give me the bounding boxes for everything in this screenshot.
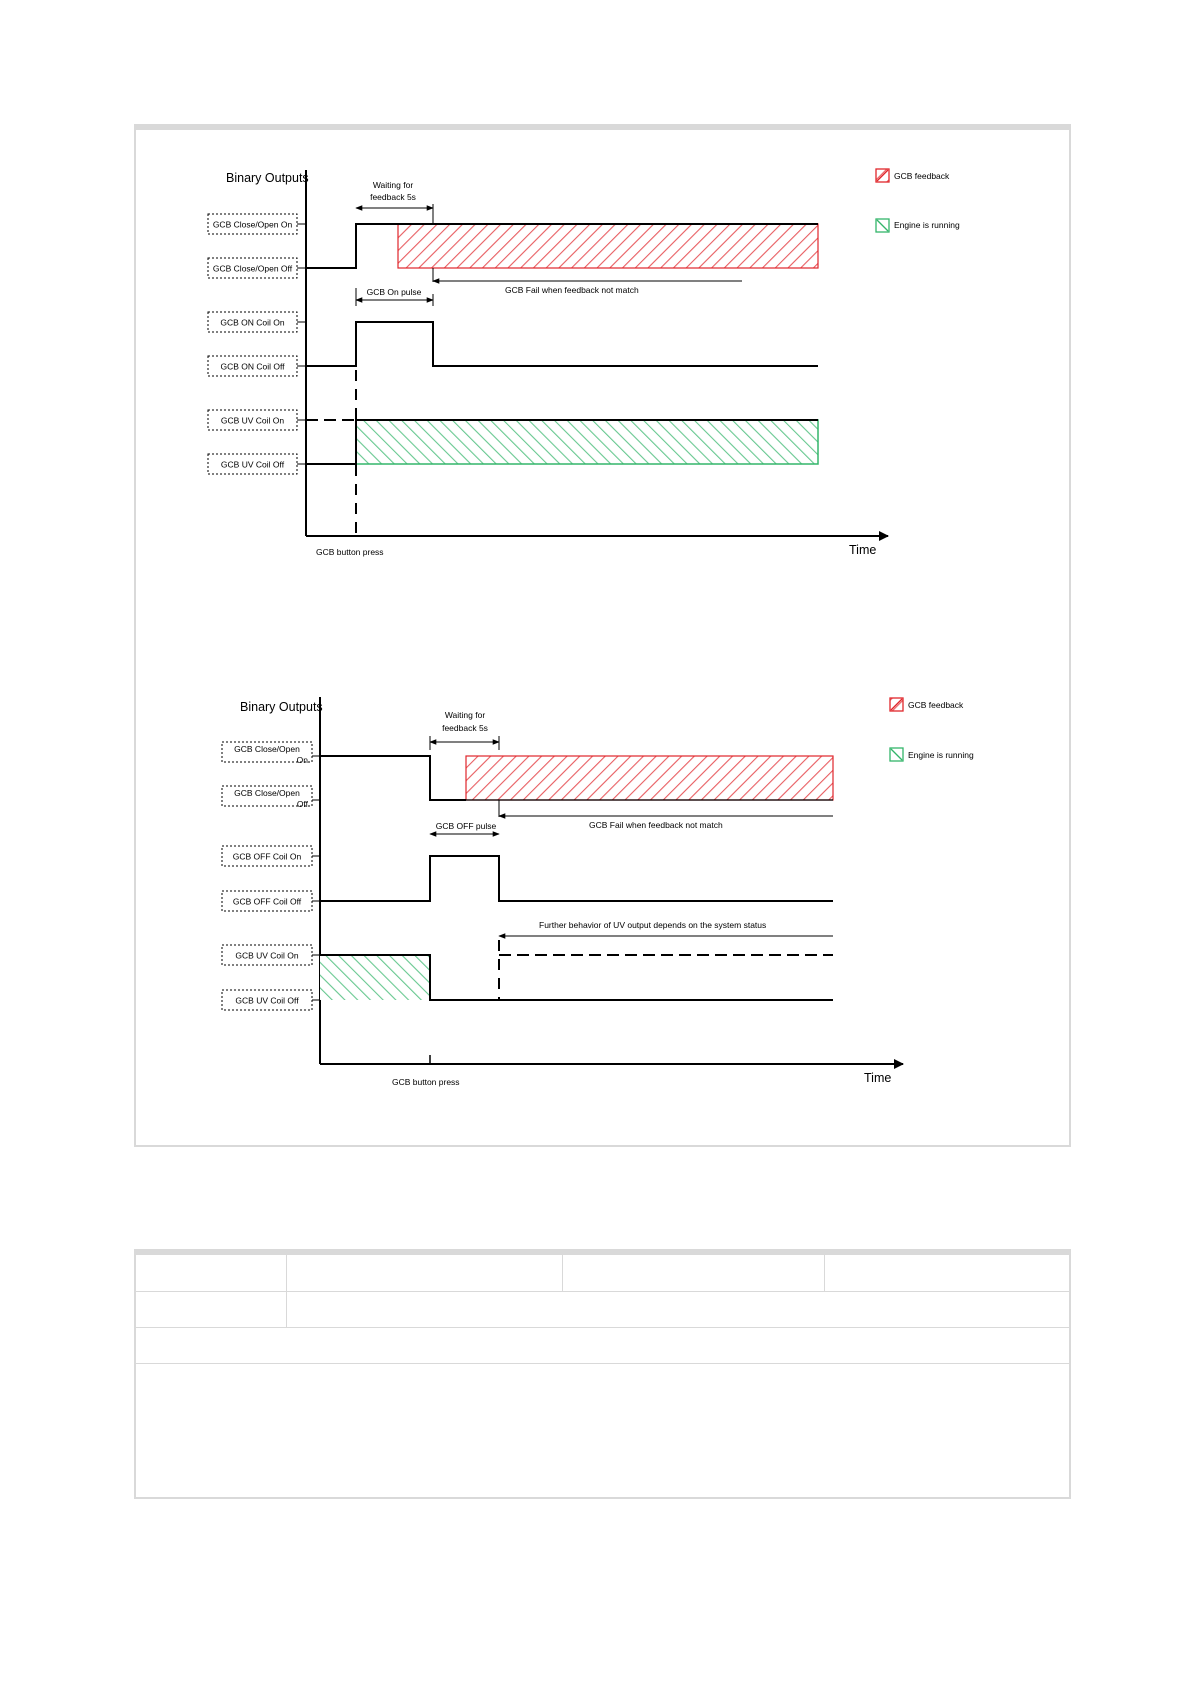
signal-label-close-open-off <box>208 258 306 278</box>
engine-running-region <box>356 420 818 464</box>
signal-label-uv-coil-off <box>208 454 306 474</box>
legend-feedback <box>876 169 950 182</box>
signal-label-off-coil-on <box>222 846 320 866</box>
event-label: GCB button press <box>392 1077 460 1087</box>
table-row <box>136 1255 1069 1292</box>
svg-text:GCB UV Coil On: GCB UV Coil On <box>220 415 285 426</box>
svg-text:GCB Close/Open Off: GCB Close/Open Off <box>212 263 293 274</box>
pulse-label: GCB OFF pulse <box>435 821 497 831</box>
empty-table <box>134 1249 1071 1499</box>
svg-text:GCB ON Coil Off: GCB ON Coil Off <box>220 361 285 372</box>
svg-text:GCB Close/Open: GCB Close/Open <box>234 788 300 798</box>
wait-label-1: Waiting for <box>372 180 414 190</box>
signal-label-close-open-off <box>222 786 320 809</box>
on-coil-signal <box>306 322 818 366</box>
off-coil-signal <box>320 856 833 901</box>
feedback-region <box>398 224 818 268</box>
signal-label-close-open-on <box>222 742 320 765</box>
svg-text:GCB Close/Open On: GCB Close/Open On <box>212 219 293 230</box>
legend-engine <box>876 219 960 232</box>
signal-label-on-coil-off <box>208 356 306 376</box>
svg-text:GCB UV Coil Off: GCB UV Coil Off <box>220 459 285 470</box>
svg-text:On: On <box>296 755 308 765</box>
signal-label-uv-coil-on <box>208 410 306 430</box>
svg-text:Off: Off <box>296 799 308 809</box>
wait-label-1: Waiting for <box>444 710 486 720</box>
legend-engine <box>890 748 974 761</box>
x-axis-title: Time <box>864 1071 892 1085</box>
timing-diagrams <box>136 130 1069 1147</box>
figure-panel <box>134 124 1071 1147</box>
svg-text:GCB Close/Open: GCB Close/Open <box>234 744 300 754</box>
close-open-signal <box>320 756 466 800</box>
signal-label-on-coil-on <box>208 312 306 332</box>
signal-label-uv-coil-on <box>222 945 320 965</box>
table-row <box>136 1292 1069 1328</box>
svg-text:GCB OFF Coil On: GCB OFF Coil On <box>232 851 302 862</box>
svg-text:GCB UV Coil Off: GCB UV Coil Off <box>235 995 299 1006</box>
svg-text:GCB feedback: GCB feedback <box>908 700 964 710</box>
feedback-region <box>466 756 833 800</box>
diagram-open <box>222 697 974 1087</box>
legend-feedback <box>890 698 964 711</box>
x-axis-title: Time <box>849 543 877 557</box>
signal-label-uv-coil-off <box>222 990 320 1010</box>
pulse-label: GCB On pulse <box>366 287 422 297</box>
wait-label-2: feedback 5s <box>442 723 488 733</box>
event-label: GCB button press <box>316 547 384 557</box>
fail-label: GCB Fail when feedback not match <box>589 820 723 830</box>
svg-text:Engine is running: Engine is running <box>908 750 974 760</box>
engine-running-region <box>320 955 430 1000</box>
svg-text:GCB ON Coil On: GCB ON Coil On <box>220 317 285 328</box>
signal-label-close-open-on <box>208 214 306 234</box>
table-row <box>136 1328 1069 1364</box>
fail-label: GCB Fail when feedback not match <box>505 285 639 295</box>
svg-text:Engine is running: Engine is running <box>894 220 960 230</box>
svg-text:GCB UV Coil On: GCB UV Coil On <box>235 950 299 961</box>
uv-note: Further behavior of UV output depends on the system status <box>539 920 767 930</box>
wait-label-2: feedback 5s <box>370 192 416 202</box>
svg-text:GCB feedback: GCB feedback <box>894 171 950 181</box>
signal-label-off-coil-off <box>222 891 320 911</box>
y-axis-title: Binary Outputs <box>226 171 309 185</box>
svg-text:GCB OFF Coil Off: GCB OFF Coil Off <box>232 896 302 907</box>
y-axis-title: Binary Outputs <box>240 700 323 714</box>
diagram-close <box>208 169 960 557</box>
